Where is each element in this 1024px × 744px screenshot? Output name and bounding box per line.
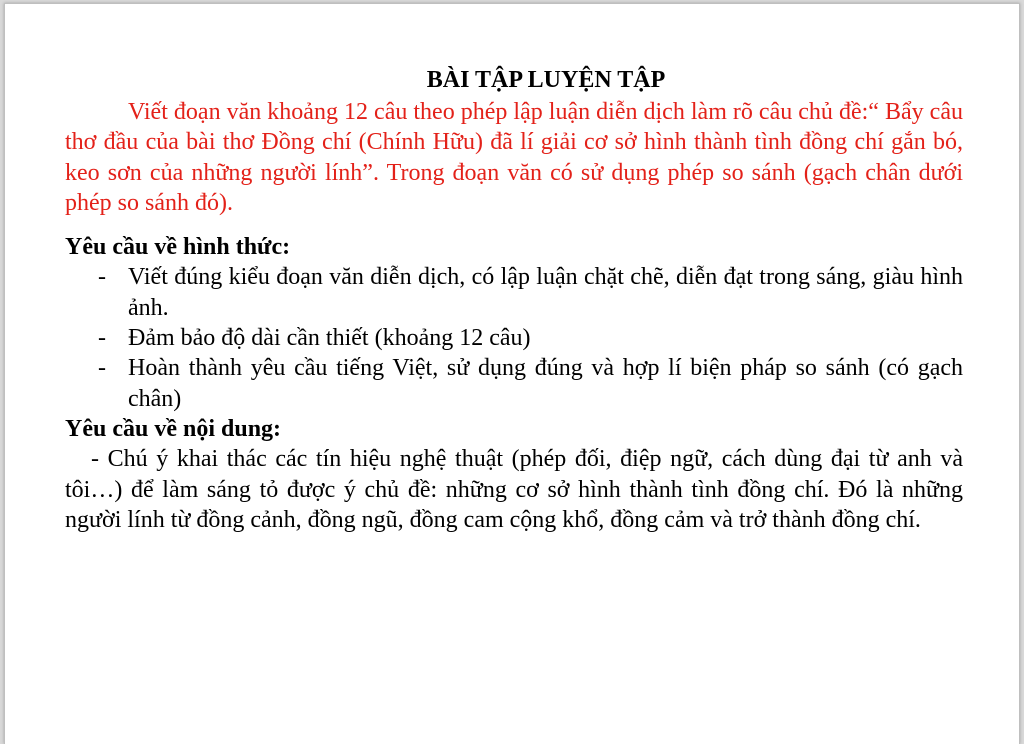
- form-requirements-heading: Yêu cầu về hình thức:: [65, 234, 291, 261]
- document-content: [65, 64, 963, 535]
- document-title: BÀI TẬP LUYỆN TẬP: [426, 67, 666, 93]
- task-paragraph: Viết đoạn văn khoảng 12 câu theo phép lập luận diễn dịch làm rõ câu chủ đề:“ Bẩy câu thơ đầu của bài thơ Đồng chí (Chính Hữu) đã lí giải cơ sở hình thành tình đồng chí gắn bó, keo sơn của những người lính”. Trong đoạn văn có sử dụng phép so sánh (gạch chân dưới phép so sánh đó).: [65, 99, 963, 216]
- list-dash: -: [98, 264, 106, 291]
- document-page: [4, 3, 1020, 744]
- list-item: [65, 353, 963, 414]
- content-requirements-paragraph: - Chú ý khai thác các tín hiệu nghệ thuật (phép đối, điệp ngữ, cách dùng đại từ anh và tôi…) để làm sáng tỏ được ý chủ đề: những cơ sở hình thành tình đồng chí. Đó là những người lính từ đồng cảnh, đồng ngũ, đồng cam cộng khổ, đồng cảm và trở thành đồng chí.: [65, 446, 963, 533]
- list-item-text: Hoàn thành yêu cầu tiếng Việt, sử dụng đúng và hợp lí biện pháp so sánh (có gạch chân): [128, 355, 963, 412]
- list-item-text: Đảm bảo độ dài cần thiết (khoảng 12 câu): [128, 325, 531, 352]
- list-item: [65, 262, 963, 323]
- content-requirements-heading: Yêu cầu về nội dung:: [65, 415, 282, 442]
- list-dash: -: [98, 325, 106, 352]
- list-dash: -: [98, 355, 106, 382]
- form-requirements-list: [65, 262, 963, 413]
- list-item: [65, 323, 963, 353]
- list-item-text: Viết đúng kiểu đoạn văn diễn dịch, có lập luận chặt chẽ, diễn đạt trong sáng, giàu hình ảnh.: [128, 264, 963, 321]
